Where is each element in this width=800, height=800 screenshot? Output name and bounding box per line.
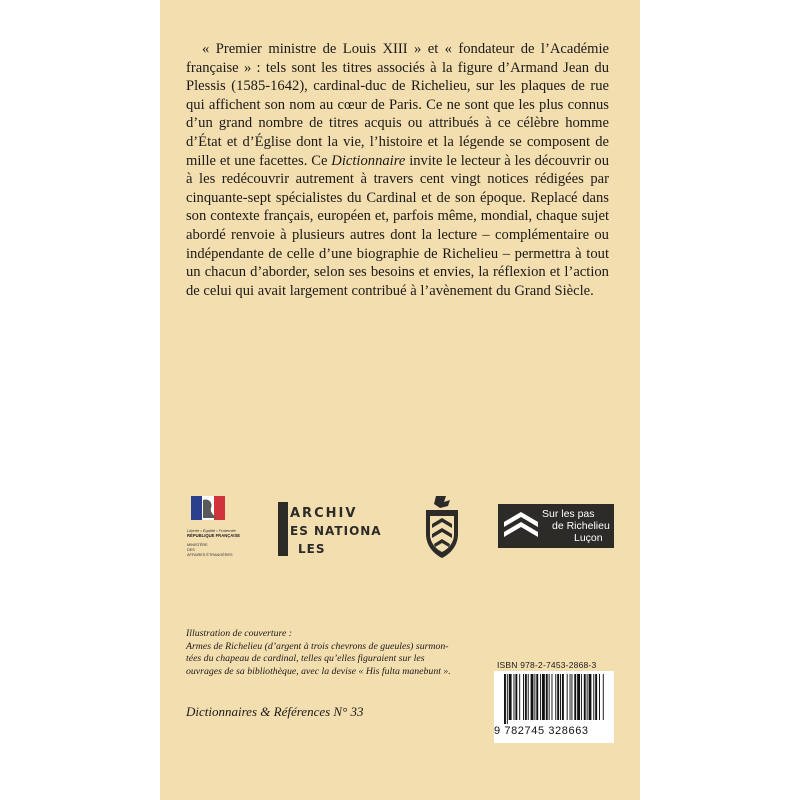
barcode-bar <box>584 674 586 720</box>
ministry-name <box>187 543 235 558</box>
blurb-line: cent vingt notices rédigées par cinquante-sept spécialistes du <box>186 171 609 206</box>
barcode-bar <box>574 674 576 720</box>
credit-line: ouvrages de sa bibliothèque, avec la devise « His fulta manebunt ». <box>186 665 451 677</box>
ministry-line: MINISTÈRE <box>187 543 208 547</box>
blurb-line: à plusieurs autres dont la lecture – complémentaire ou <box>280 226 609 243</box>
blurb-line: « Premier ministre de Louis XIII » et « fondateur de l’Académie <box>202 41 609 57</box>
barcode <box>494 671 614 743</box>
ministry-line: DES <box>187 548 195 552</box>
barcode-bar <box>552 674 553 720</box>
isbn-label: ISBN 978-2-7453-2868-3 <box>497 660 597 670</box>
credit-line: tées du chapeau de cardinal, telles qu’elles figuraient sur les <box>186 653 425 665</box>
blurb-paragraph <box>186 40 609 300</box>
blurb-line: Grand Siècle. <box>514 282 594 299</box>
barcode-bar <box>599 674 600 720</box>
blurb-line: rue qui affichent son nom au cœur de Paris. Ce ne sont que les plus <box>186 78 609 113</box>
barcode-bar <box>562 674 564 720</box>
barcode-bar <box>546 674 548 720</box>
barcode-bar <box>603 674 604 720</box>
barcode-bar <box>515 674 517 720</box>
barcode-bar <box>540 674 541 720</box>
partner-logos <box>160 488 640 578</box>
sur-les-pas-line: Sur les pas <box>542 508 595 520</box>
archives-row-3: LES <box>298 542 326 556</box>
barcode-bar <box>542 674 545 720</box>
republique-motto: Liberté • Égalité • Fraternité <box>187 528 236 533</box>
blurb-line: connus d’un grand nombre de titres acquis ou attribués à ce <box>186 96 609 132</box>
ministry-line: AFFAIRES ÉTRANGÈRES <box>187 553 233 557</box>
barcode-bar <box>593 674 594 720</box>
blurb-line: lecteur à les découvrir ou à les redécouvrir autrement à travers <box>186 152 609 188</box>
sur-les-pas-line: Luçon <box>574 532 603 544</box>
blurb-italic-title: Dictionnaire <box>331 152 406 169</box>
sur-les-pas-text <box>542 508 610 544</box>
barcode-bar <box>570 674 571 720</box>
barcode-bar <box>549 674 550 720</box>
barcode-bar <box>514 674 515 720</box>
barcode-bar <box>567 674 568 720</box>
barcode-bar <box>589 674 592 720</box>
blurb-line: Plessis (1585-1642), cardinal-duc de Richelieu, sur les plaques de <box>186 78 585 95</box>
blurb-line: tout un chacun d’aborder, selon ses besoins et envies, la réflexion <box>186 245 609 281</box>
series-title: Dictionnaires & Références N° 33 <box>186 704 364 719</box>
barcode-bar <box>519 674 520 720</box>
republique-name: RÉPUBLIQUE FRANÇAISE <box>187 533 241 538</box>
blurb-line: française » : tels sont les titres associés à la figure d’Armand Jean du <box>186 59 609 76</box>
barcode-bar <box>595 674 597 720</box>
barcode-bar <box>587 674 588 720</box>
blurb-text <box>186 40 609 300</box>
archives-row-1: ARCHIV <box>290 506 358 521</box>
marianne-icon <box>191 496 225 520</box>
credit-line: Armes de Richelieu (d’argent à trois chevrons de gueules) surmon- <box>186 640 449 652</box>
barcode-bar <box>531 674 534 720</box>
archives-nationales-logo <box>278 500 386 558</box>
blurb-line: et l’action de celui qui avait largement contribué à l’avènement du <box>186 264 609 299</box>
back-cover <box>160 0 640 800</box>
blurb-line: célèbre homme d’État et d’Église dont la vie, l’histoire et la légende <box>186 115 609 150</box>
credit-heading: Illustration de couverture : <box>186 628 293 639</box>
barcode-bar <box>581 674 582 720</box>
blurb-line: indépendante de celle d’une biographie de Richelieu – permettra à <box>186 245 582 262</box>
barcode-bar <box>507 674 508 724</box>
blurb-line: européen et, parfois même, mondial, chaque sujet abordé renvoie <box>186 208 609 243</box>
barcode-bar <box>504 674 506 724</box>
barcode-bar <box>555 674 556 720</box>
sur-les-pas-line: de Richelieu <box>552 520 610 532</box>
blurb-line: Cardinal et de son époque. Replacé dans son contexte français, <box>186 189 609 225</box>
archives-row-2: ES NATIONA <box>290 524 382 538</box>
barcode-bar <box>557 674 559 720</box>
barcode-bar <box>560 674 561 720</box>
barcode-digits: 9 782745 328663 <box>494 725 589 737</box>
barcode-bar <box>536 674 538 720</box>
blurb-line: se composent de mille et une facettes. Ce <box>186 133 609 169</box>
barcode-bars <box>504 674 604 724</box>
barcode-bar <box>534 674 535 720</box>
archives-nationales-wordmark <box>278 500 386 558</box>
republique-francaise-logo <box>187 496 241 562</box>
cover-illustration-credit <box>186 628 476 678</box>
barcode-bar <box>509 674 512 720</box>
shield-crest-icon <box>422 494 462 560</box>
barcode-bar <box>571 674 572 720</box>
blurb-line: invite le <box>405 152 457 169</box>
chevrons-icon <box>502 508 540 544</box>
barcode-bar <box>577 674 580 720</box>
barcode-bar <box>528 674 529 720</box>
barcode-bar <box>525 674 527 720</box>
sur-les-pas-de-richelieu-logo <box>498 504 614 548</box>
barcode-bar <box>523 674 524 720</box>
